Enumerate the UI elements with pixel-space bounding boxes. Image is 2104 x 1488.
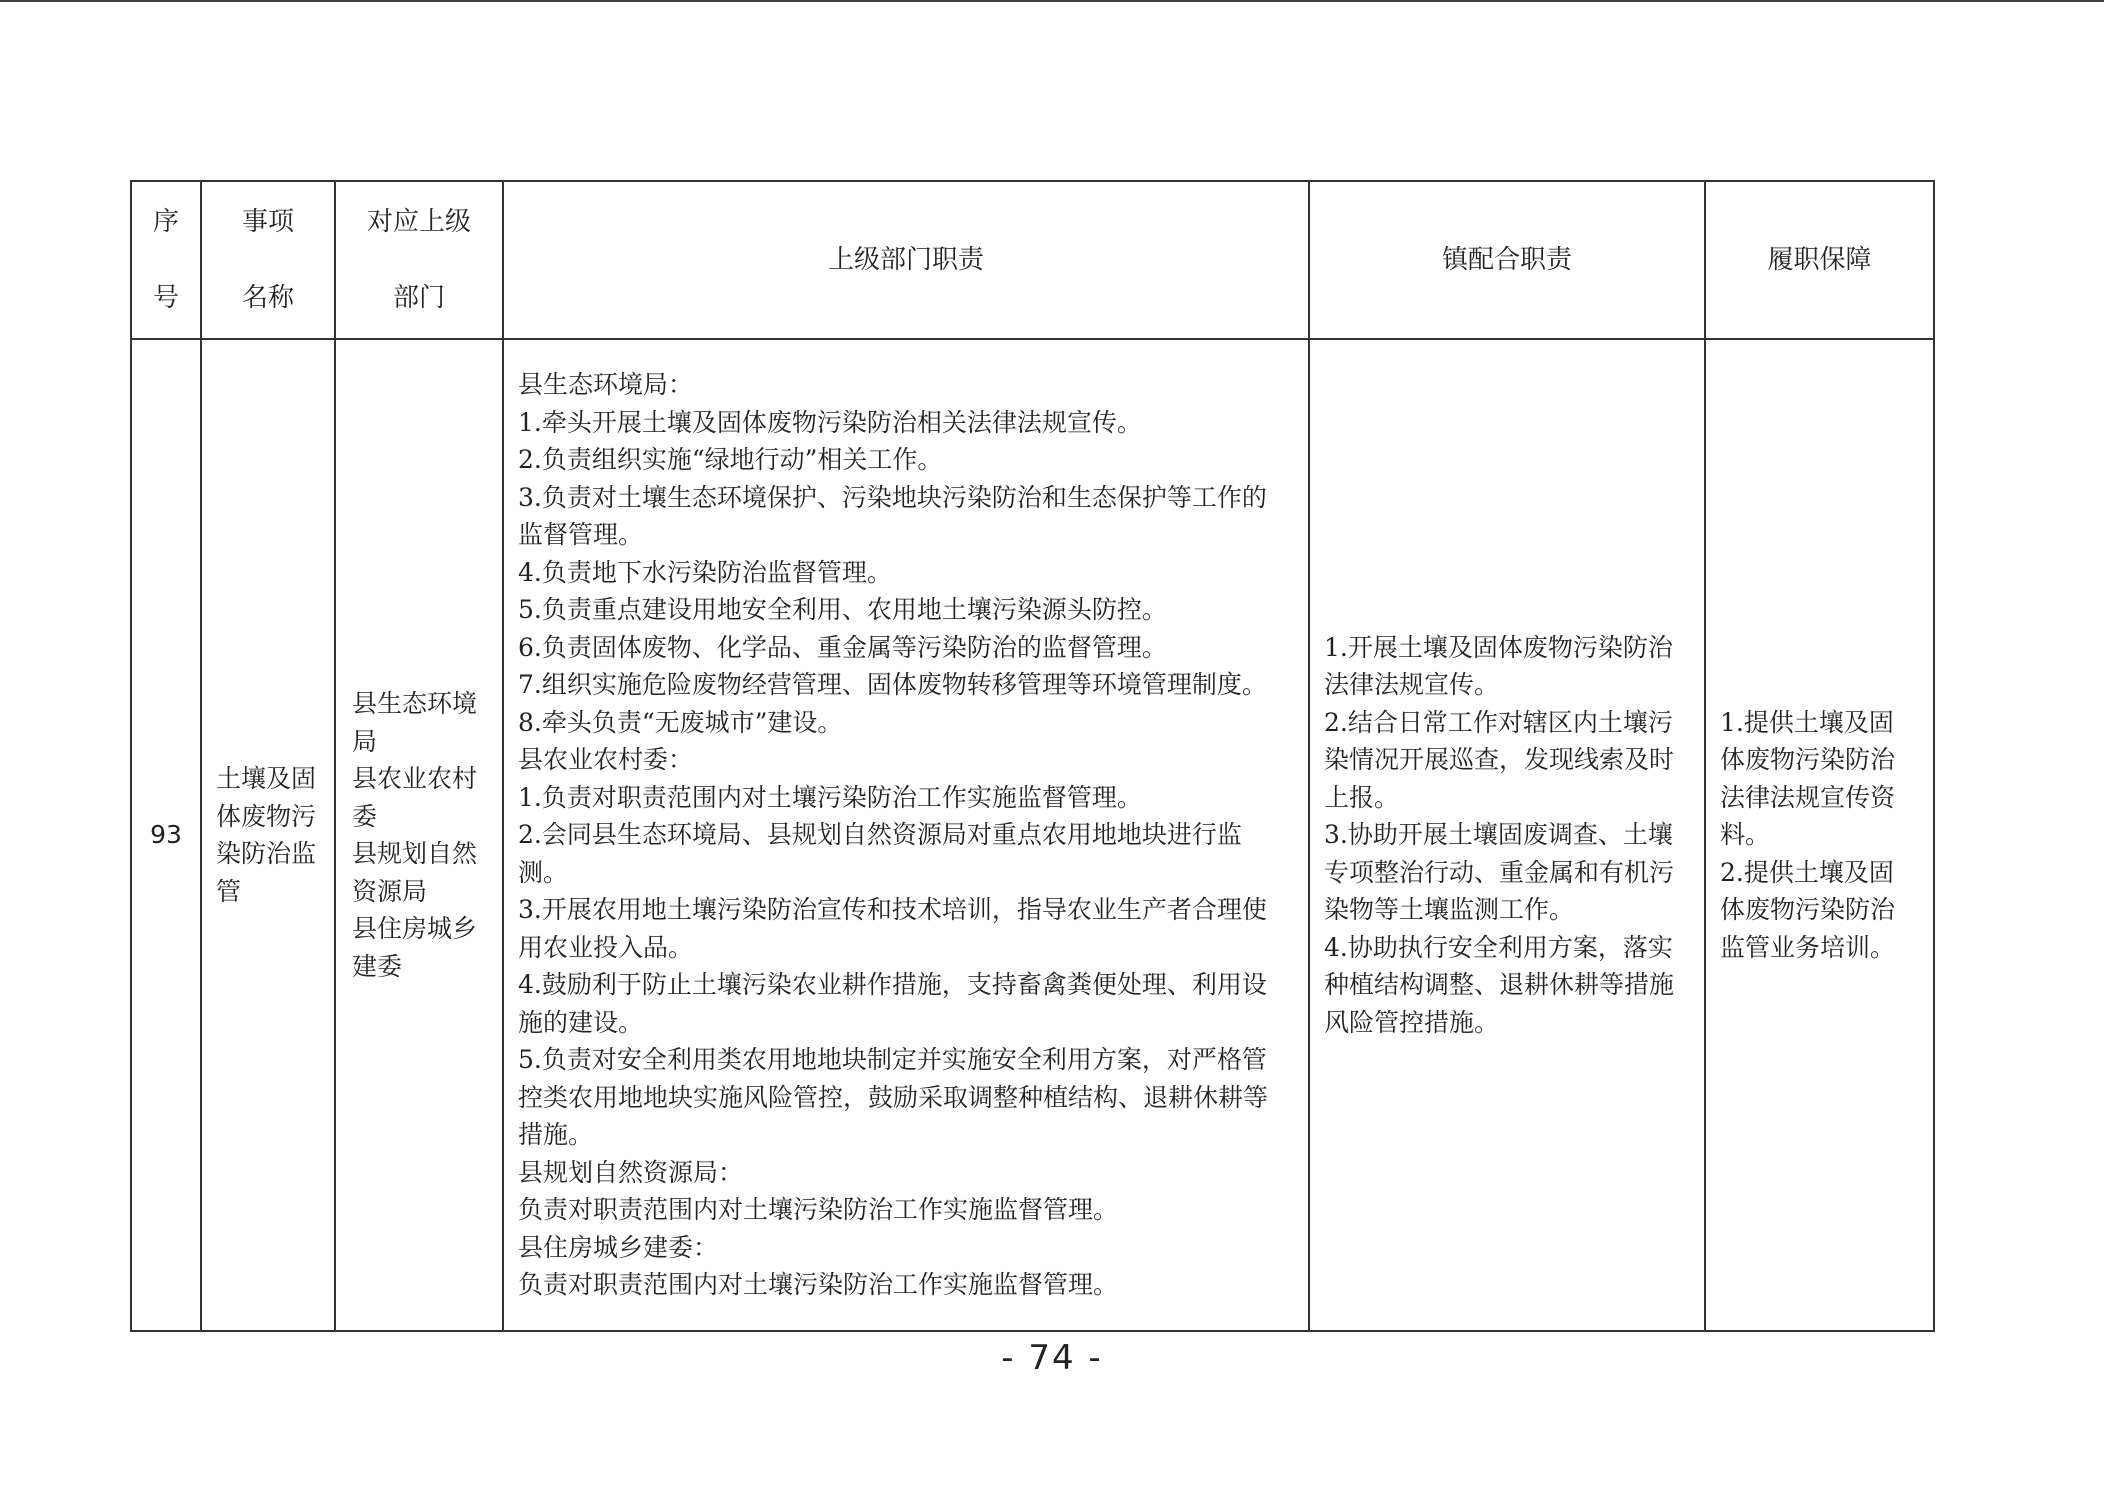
row-item-name [201, 339, 335, 1331]
cell-text-line: 控类农用地地块实施风险管控，鼓励采取调整种植结构、退耕休耕等 [518, 1082, 1269, 1112]
cell-text-line: 1.提供土壤及固 [1720, 707, 1894, 737]
cell-text-line: 资源局 [352, 876, 428, 906]
cell-text-line: 5.负责重点建设用地安全利用、农用地土壤污染源头防控。 [518, 595, 1167, 625]
header-upper-duty: 上级部门职责 [503, 181, 1309, 339]
cell-text-line: 6.负责固体废物、化学品、重金属等污染防治的监督管理。 [518, 632, 1167, 662]
cell-text-line: 局 [352, 726, 378, 756]
cell-text-line: 县农业农村 [352, 764, 478, 793]
row-town-duty [1309, 339, 1705, 1331]
cell-text-line: 负责对职责范围内对土壤污染防治工作实施监督管理。 [518, 1270, 1119, 1300]
cell-text-line: 8.牵头负责“无废城市”建设。 [518, 707, 843, 737]
cell-text-line: 管 [216, 876, 242, 906]
cell-text-line: 料。 [1720, 820, 1771, 850]
header-guarantee: 履职保障 [1705, 181, 1934, 339]
cell-text-line: 委 [352, 801, 378, 831]
cell-text-line: 法律法规宣传。 [1324, 670, 1500, 700]
cell-text-line: 体废物污 [216, 801, 317, 831]
cell-text-line: 县住房城乡 [352, 914, 478, 943]
cell-text-line: 4.负责地下水污染防治监督管理。 [518, 557, 892, 587]
cell-text-line: 4.鼓励利于防止土壤污染农业耕作措施，支持畜禽粪便处理、利用设 [518, 970, 1267, 1000]
cell-text-line: 专项整治行动、重金属和有机污 [1324, 857, 1675, 887]
cell-text-line: 县规划自然资源局： [518, 1157, 744, 1187]
cell-text-line: 土壤及固 [216, 764, 317, 793]
cell-text-line: 建委 [352, 951, 403, 981]
header-seq: 序 号 [131, 181, 201, 339]
cell-text-line: 3.协助开展土壤固废调查、土壤 [1324, 820, 1673, 850]
cell-text-line: 染情况开展巡查，发现线索及时 [1324, 745, 1675, 775]
cell-text-line: 上报。 [1324, 782, 1400, 812]
cell-text-line: 负责对职责范围内对土壤污染防治工作实施监督管理。 [518, 1195, 1119, 1225]
cell-text-line: 3.开展农用地土壤污染防治宣传和技术培训，指导农业生产者合理使 [518, 895, 1267, 925]
cell-text-line: 用农业投入品。 [518, 932, 694, 962]
row-upper-duty [503, 339, 1309, 1331]
cell-text-line: 种植结构调整、退耕休耕等措施 [1324, 970, 1675, 1000]
cell-text-line: 体废物污染防治 [1720, 745, 1896, 775]
cell-text-line: 县规划自然 [352, 839, 478, 868]
cell-text-line: 县农业农村委： [518, 745, 694, 775]
table-header-row [131, 181, 1934, 339]
cell-text-line: 染防治监 [216, 839, 317, 868]
cell-text-line: 1.牵头开展土壤及固体废物污染防治相关法律法规宣传。 [518, 407, 1142, 437]
top-border-line [0, 0, 2104, 2]
cell-text-line: 法律法规宣传资 [1720, 782, 1896, 812]
header-town-duty: 镇配合职责 [1309, 181, 1705, 339]
cell-text-line: 体废物污染防治 [1720, 895, 1896, 925]
cell-text-line: 措施。 [518, 1120, 594, 1150]
cell-text-line: 监督管理。 [518, 520, 644, 550]
cell-text-line: 7.组织实施危险废物经营管理、固体废物转移管理等环境管理制度。 [518, 670, 1267, 700]
header-upper-dept: 对应上级 部门 [335, 181, 503, 339]
cell-text-line: 2.负责组织实施“绿地行动”相关工作。 [518, 445, 943, 475]
row-guarantee [1705, 339, 1934, 1331]
cell-text-line: 监管业务培训。 [1720, 932, 1896, 962]
cell-text-line: 县生态环境局： [518, 370, 694, 400]
header-item-name: 事项 名称 [201, 181, 335, 339]
cell-text-line: 1.负责对职责范围内对土壤污染防治工作实施监督管理。 [518, 782, 1142, 812]
cell-text-line: 2.提供土壤及固 [1720, 857, 1894, 887]
table-row [131, 339, 1934, 1331]
row-upper-dept [335, 339, 503, 1331]
cell-text-line: 县住房城乡建委： [518, 1232, 719, 1262]
cell-text-line: 施的建设。 [518, 1007, 644, 1037]
cell-text-line: 4.协助执行安全利用方案，落实 [1324, 932, 1673, 962]
duty-table [130, 180, 1935, 1332]
cell-text-line: 风险管控措施。 [1324, 1007, 1500, 1037]
cell-text-line: 县生态环境 [352, 689, 478, 718]
cell-text-line: 2.会同县生态环境局、县规划自然资源局对重点农用地地块进行监 [518, 820, 1242, 850]
cell-text-line: 2.结合日常工作对辖区内土壤污 [1324, 707, 1673, 737]
cell-text-line: 染物等土壤监测工作。 [1324, 895, 1575, 925]
cell-text-line: 3.负责对土壤生态环境保护、污染地块污染防治和生态保护等工作的 [518, 482, 1267, 512]
cell-text-line: 1.开展土壤及固体废物污染防治 [1324, 632, 1673, 662]
row-seq: 93 [131, 339, 201, 1331]
cell-text-line: 测。 [518, 857, 569, 887]
cell-text-line: 5.负责对安全利用类农用地地块制定并实施安全利用方案，对严格管 [518, 1045, 1267, 1075]
page-number: - 74 - [1001, 1338, 1103, 1378]
